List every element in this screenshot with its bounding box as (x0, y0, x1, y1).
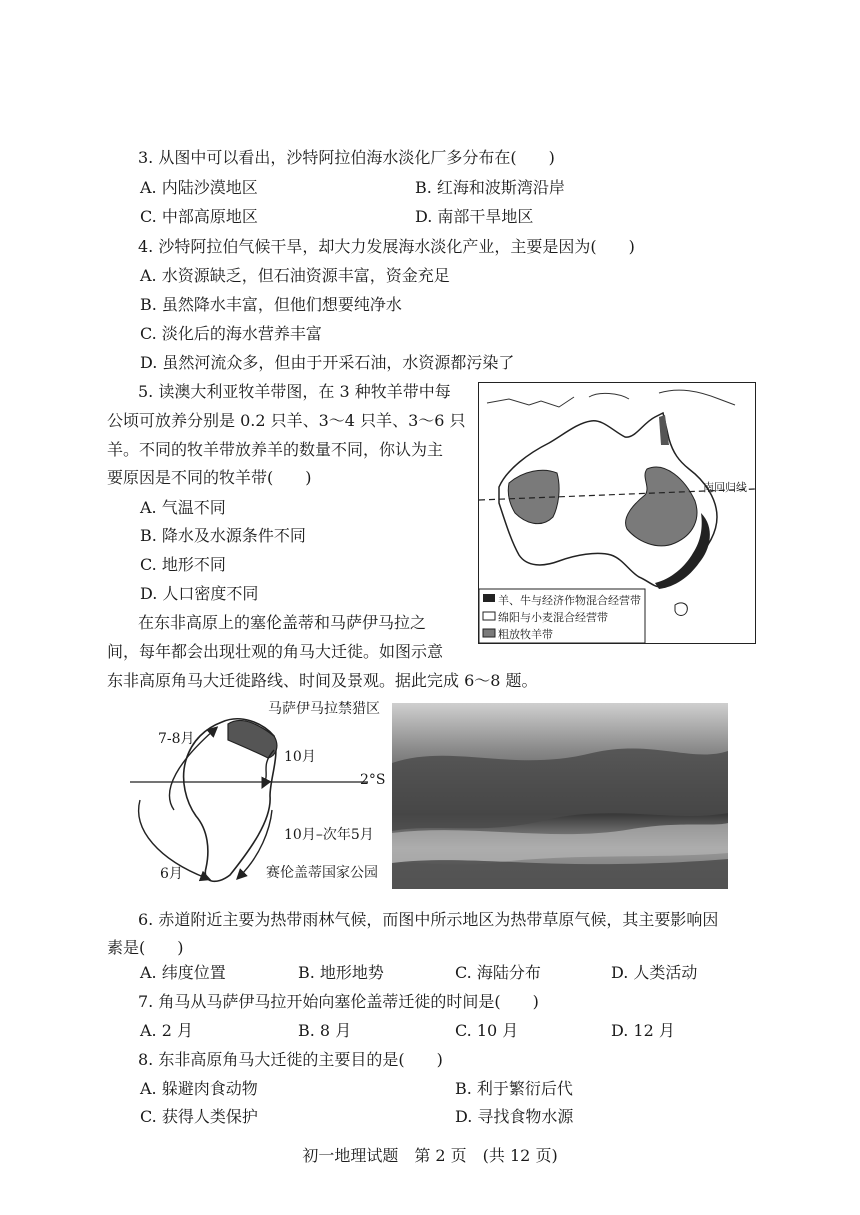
q5-stem-line3: 羊。不同的牧羊带放养羊的数量不同，你认为主 (107, 440, 444, 459)
q8-option-d: D. 寻找食物水源 (455, 1107, 574, 1126)
q5-option-d: D. 人口密度不同 (140, 584, 259, 603)
legend-swatch-grazing (483, 629, 495, 637)
q4-option-b: B. 虽然降水丰富，但他们想要纯净水 (140, 295, 402, 314)
legend-swatch-wheat (483, 612, 495, 620)
migration-route-map (110, 700, 392, 890)
q5-stem-line2: 公顷可放养分别是 0.2 只羊、3～4 只羊、3～6 只 (107, 411, 466, 430)
page-footer: 初一地理试题 第 2 页 (共 12 页) (302, 1146, 558, 1165)
q4-stem: 4. 沙特阿拉伯气候干旱，却大力发展海水淡化产业，主要是因为( ) (138, 237, 635, 256)
q6-option-c: C. 海陆分布 (455, 963, 541, 982)
photo-texture (392, 703, 728, 889)
latitude-label: 2°S (360, 772, 386, 788)
reserve-label: 马萨伊马拉禁猎区 (268, 701, 380, 717)
tropic-label: 南回归线 (703, 481, 747, 494)
australia-sheep-map (478, 382, 756, 644)
q7-stem: 7. 角马从马萨伊马拉开始向塞伦盖蒂迁徙的时间是( ) (138, 992, 539, 1011)
legend-item-wheat: 绵阳与小麦混合经营带 (498, 611, 608, 624)
q7-option-b: B. 8 月 (298, 1021, 352, 1040)
q7-option-a: A. 2 月 (140, 1021, 193, 1040)
q5-option-a: A. 气温不同 (140, 498, 226, 517)
q8-stem: 8. 东非高原角马大迁徙的主要目的是( ) (138, 1050, 443, 1069)
month-label-7-8: 7-8月 (158, 731, 195, 747)
wildebeest-migration-photo (392, 703, 728, 889)
legend-item-grazing: 粗放牧羊带 (498, 628, 553, 641)
q5-option-c: C. 地形不同 (140, 555, 226, 574)
q8-option-b: B. 利于繁衍后代 (455, 1079, 573, 1098)
q4-option-a: A. 水资源缺乏，但石油资源丰富，资金充足 (140, 266, 450, 285)
q6-option-a: A. 纬度位置 (140, 963, 226, 982)
month-label-10-to-5: 10月–次年5月 (284, 827, 374, 843)
q6-option-d: D. 人类活动 (611, 963, 698, 982)
q7-option-d: D. 12 月 (611, 1021, 675, 1040)
q5-option-b: B. 降水及水源条件不同 (140, 526, 306, 545)
legend-swatch-mixed (483, 594, 495, 602)
month-label-6: 6月 (160, 866, 183, 882)
month-label-10: 10月 (284, 749, 316, 765)
q3-stem: 3. 从图中可以看出，沙特阿拉伯海水淡化厂多分布在( ) (138, 148, 555, 167)
intro-line3: 东非高原角马大迁徙路线、时间及景观。据此完成 6～8 题。 (107, 671, 538, 690)
q3-option-d: D. 南部干旱地区 (415, 207, 534, 226)
q5-stem-line1: 5. 读澳大利亚牧羊带图，在 3 种牧羊带中每 (138, 382, 451, 401)
q8-option-a: A. 躲避肉食动物 (140, 1079, 258, 1098)
q3-option-b: B. 红海和波斯湾沿岸 (415, 178, 565, 197)
q4-option-d: D. 虽然河流众多，但由于开采石油，水资源都污染了 (140, 353, 515, 372)
q6-option-b: B. 地形地势 (298, 963, 384, 982)
q8-option-c: C. 获得人类保护 (140, 1107, 258, 1126)
park-label: 赛伦盖蒂国家公园 (266, 865, 378, 881)
q3-option-c: C. 中部高原地区 (140, 207, 258, 226)
intro-line2: 间，每年都会出现壮观的角马大迁徙。如图示意 (107, 642, 444, 661)
q6-stem-line1: 6. 赤道附近主要为热带雨林气候，而图中所示地区为热带草原气候，其主要影响因 (138, 910, 719, 929)
q7-option-c: C. 10 月 (455, 1021, 519, 1040)
q3-option-a: A. 内陆沙漠地区 (140, 178, 258, 197)
q4-option-c: C. 淡化后的海水营养丰富 (140, 324, 322, 343)
q5-stem-line4: 要原因是不同的牧羊带( ) (107, 468, 312, 487)
q6-stem-line2: 素是( ) (107, 938, 184, 957)
legend-item-mixed: 羊、牛与经济作物混合经营带 (498, 594, 641, 607)
intro-line1: 在东非高原上的塞伦盖蒂和马萨伊马拉之 (138, 613, 427, 632)
